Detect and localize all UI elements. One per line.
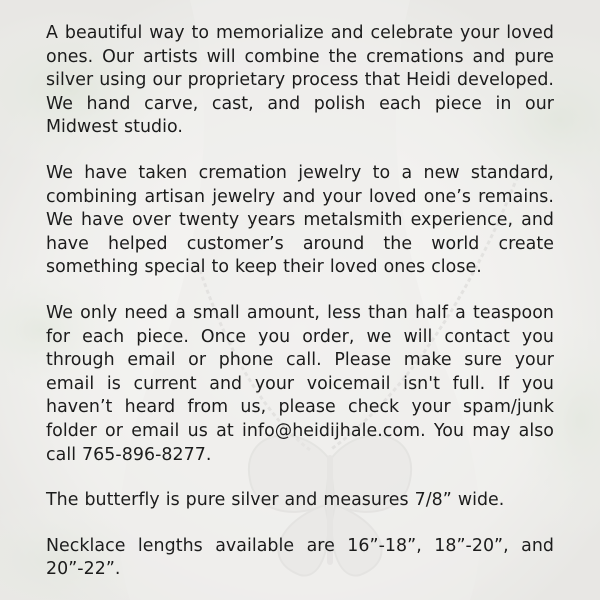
paragraph-ordering: We only need a small amount, less than half a teaspoon for each piece. Once you order, we will contact you through email or phone call. Please make sure your email is current and your voicemail isn't full. If you haven’t heard from us, please check your spam/junk folder or email us at info@heidijhale.com. You may also call 765-896-8277. <box>46 302 554 465</box>
paragraph-lengths: Necklace lengths available are 16”-18”, 18”-20”, and 20”-22”. <box>46 535 554 580</box>
description-text <box>46 22 554 600</box>
paragraph-intro: A beautiful way to memorialize and celebrate your loved ones. Our artists will combine the cremations and pure silver using our proprietary process that Heidi developed. We hand carve, cast, and polish each piece in our Midwest studio. <box>46 23 554 138</box>
paragraph-experience: We have taken cremation jewelry to a new standard, combining artisan jewelry and your loved one’s remains. We have over twenty years metalsmith experience, and have helped customer’s around the world create something special to keep their loved ones close. <box>46 162 554 278</box>
paragraph-size: The butterfly is pure silver and measures 7/8” wide. <box>46 490 505 511</box>
